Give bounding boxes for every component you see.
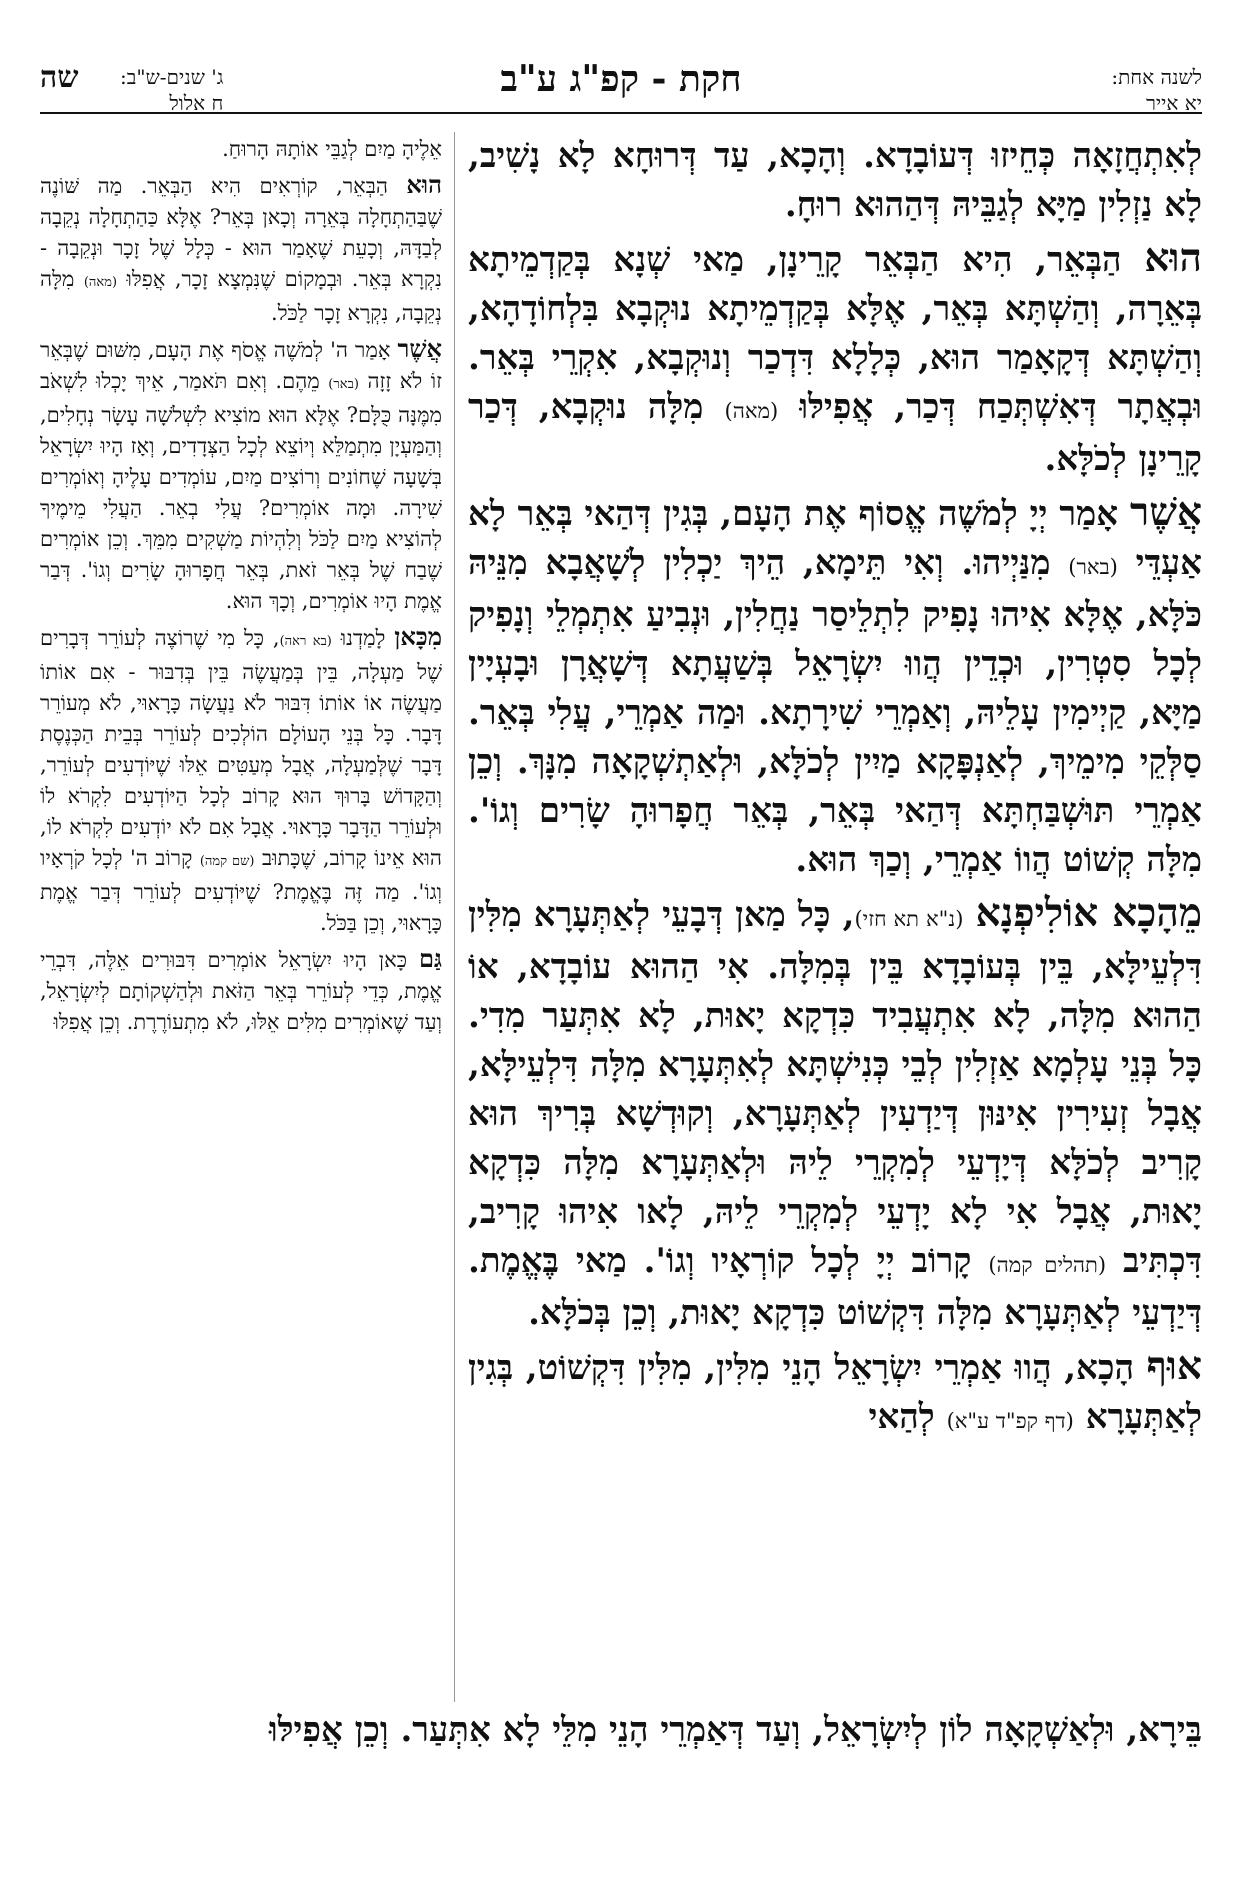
commentary-text: , כָּל מִי שֶׁרוֹצֶה לְעוֹרֵר דְּבָרִים שֶׁל מַעְלָה, בֵּין בְּמַעֲשֶׂה בֵּין בְּדִבּוּר - אִם אוֹתוֹ מַעֲשֶׂה אוֹ אוֹתוֹ דִּבּוּר לֹא נַעֲשָׂה כָּרָאוּי, לֹא מְעוֹרֵר דָּבָר. כָּל בְּנֵי הָעוֹלָם הוֹלְכִים לְעוֹרֵר בְּבֵית הַכְּנֶסֶת דָּבָר שֶׁלְּמַעְלָה, אֲבָל מְעַטִּים אֵלּוּ שֶׁיּוֹדְעִים לְעוֹרֵר, וְהַקָּדוֹשׁ בָּרוּךְ הוּא קָרוֹב לְכָל הַיּוֹדְעִים לִקְרֹא לוֹ וּלְעוֹרֵר הַדָּבָר כָּרָאוּי. אֲבָל אִם לֹא יוֹדְעִים לִקְרֹא לוֹ, הוּא אֵינוֹ קָרוֹב, שֶׁכָּתוּב bbox=[40, 626, 442, 870]
commentary-paragraph bbox=[40, 169, 442, 329]
reference-note: (בא ראה) bbox=[279, 634, 332, 649]
main-text: הַבְּאֵר, הִיא הַבְּאֵר קָרֵינָן, מַאי שְׁנָא בְּקַדְמֵיתָא בְּאֵרָה, וְהַשְׁתָּא בְּאֵר, אֶלָּא בְּקַדְמֵיתָא נוּקְבָא בִּלְחוֹדָהָא, וְהַשְׁתָּא דְּקָאָמַר הוּא, כְּלָלָא דִּדְכַר וְנוּקְבָא, אִקְרֵי בְּאֵר. וּבְאֲתָר דְּאִשְׁתְּכַח דְּכַר, אֲפִילּוּ bbox=[468, 240, 1202, 427]
main-text: הָכָא, הֲווּ אַמְרֵי יִשְׂרָאֵל הָנֵי מִלִּין, מִלִּין דִּקְשׁוֹט, בְּגִין לְאַתְּעָרָא bbox=[468, 1348, 1202, 1437]
commentary-text: מִלָּה נְקֵבָה, נִקְרָא זָכָר לַכֹּל. bbox=[40, 267, 442, 325]
main-text: לְהַאי bbox=[868, 1397, 935, 1437]
main-paragraph bbox=[468, 234, 1202, 484]
commentary-text: מֵהֶם. וְאִם תֹּאמַר, אֵיךְ יָכְלוּ לִשְׁאֹב מִמֶּנָּה כֻּלָּם? אֶלָּא הוּא מוֹצִיא לִשְׁלֹשָׁה עָשָׂר נְחָלִים, וְהַמַּעְיָן מִתְמַלֵּא וְיוֹצֵא לְכָל הַצְּדָדִים, וְאָז הָיוּ יִשְׂרָאֵל בְּשָׁעָה שֶׁחוֹנִים וְרוֹצִים מַיִם, עוֹמְדִים עָלֶיהָ וְאוֹמְרִים שִׁירָה. וּמָה אוֹמְרִים? עֲלִי בְאֵר. הַעֲלִי מֵימֶיךָ לְהוֹצִיא מַיִם לַכֹּל וְלִהְיוֹת מַשְׁקִים מִמֵּךְ. וְכֵן אוֹמְרִים שֶׁבַח שֶׁל בְּאֵר זֹאת, בְּאֵר חֲפָרוּהָ שָׂרִים וְגוֹ'. דְּבַר אֱמֶת הָיוּ אוֹמְרִים, וְכָךְ הוּא. bbox=[40, 369, 442, 613]
commentary-text: אָמַר ה' לְמֹשֶׁה אֱסֹף אֶת הָעָם, מִשּׁוּם שֶׁבְּאֵר זוֹ לֹא זָזָה bbox=[40, 338, 442, 393]
main-text: מִלָּה נוּקְבָא, דְּכַר קָרֵינָן לְכֹלָּא. bbox=[468, 387, 1202, 479]
reference-note: (באר) bbox=[328, 377, 359, 392]
reference-note: (מאה) bbox=[83, 275, 118, 290]
header-divider bbox=[40, 112, 1202, 114]
commentary-text: אֵלֶיהָ מַיִם לְגַבֵּי אוֹתָהּ הָרוּחַ. bbox=[222, 137, 442, 161]
main-text: קָרוֹב יְיָ לְכָל קוֹרְאָיו וְגוֹ'. מַאי בֶּאֱמֶת. דְּיַדְעֵי לְאַתְּעָרָא מִלָּה דִּקְשׁוֹט כִּדְקָא יָאוּת, וְכֵן בְּכֹלָּא. bbox=[468, 1241, 1202, 1333]
main-text: לְאִתְחֲזָאָה כְּחֵיזוּ דְּעוֹבָדָא. וְהָכָא, עַד דְּרוּחָא לָא נָשִׁיב, לָא נַזְלִין מַיָּא לְגַבֵּיהּ דְּהַהוּא רוּחָ. bbox=[468, 136, 1202, 225]
lead-word: מֵהָכָא אוֹלִיפְנָא bbox=[975, 890, 1202, 936]
main-text: מִנַּיְיהוּ. וְאִי תֵּימָא, הֵיךְ יַכְלִין לְשָׁאֲבָא מִנֵּיהּ כֹּלָּא, אֶלָּא אִיהוּ נָפִיק לִתְלֵיסַר נַחֲלִין, וּנְבִיעַ אִתְמְלֵי וְנָפִיק לְכָל סִטְרִין, וּכְדֵין הֲווּ יִשְׂרָאֵל בְּשַׁעֲתָא דְּשָׁאֲרָן וּבָעְיָין מַיָּא, קַיְימִין עָלֵיהּ, וְאַמְרֵי שִׁירָתָא. וּמַה אַמְרֵי, עֲלִי בְּאֵר. סַלְּקֵי מִימֵיךְ, לְאַנְפָּקָא מַיִין לְכֹלָּא, וּלְאַתְשְׁקָאָה מִנָּךְ. וְכֵן אַמְרֵי תּוּשְׁבַּחְתָּא דְּהַאי בְּאֵר, בְּאֵר חֲפָרוּהָ שָׂרִים וְגוֹ'. מִלָּה קְשׁוֹט הֲווֹ אַמְרֵי, וְכַךְ הוּא. bbox=[468, 543, 1202, 880]
page-number: שה bbox=[40, 60, 79, 95]
header-schedule-label-2: ג' שנים-ש"ב: bbox=[120, 65, 224, 89]
header-schedule-date-2: ח אלול bbox=[169, 91, 224, 115]
header-schedule-date: יא אייר bbox=[1146, 91, 1202, 115]
main-paragraph bbox=[468, 889, 1202, 1338]
commentary-paragraph bbox=[40, 621, 442, 939]
header-schedule-label: לשנה אחת: bbox=[1111, 65, 1202, 89]
column-divider bbox=[454, 132, 455, 1702]
commentary-paragraph bbox=[40, 134, 442, 165]
reference-note: (תהלים קמה) bbox=[988, 1252, 1107, 1277]
page-header bbox=[40, 58, 1202, 118]
commentary-text: קָרוֹב ה' לְכָל קֹרְאָיו וְגוֹ'. מַה זֶּה בֶּאֱמֶת? שֶׁיּוֹדְעִים לְעוֹרֵר דְּבַר אֱמֶת כָּרָאוּי, וְכֵן בַּכֹּל. bbox=[40, 846, 442, 935]
commentary-text: הַבְּאֵר, קוֹרְאִים הִיא הַבְּאֵר. מַה שּׁוֹנֶה שֶׁבַּהַתְחָלָה בְּאֵרָה וְכָאן בְּאֵר? אֶלָּא כַּהַתְחָלָה נְקֵבָה לְבַדָּהּ, וְכָעֵת שֶׁאָמַר הוּא - כְּלָל שֶׁל זָכָר וּנְקֵבָה - נִקְרָא בְּאֵר. וּבְמָקוֹם שֶׁנִּמְצָא זָכָר, אֲפִלּוּ bbox=[40, 174, 442, 291]
lead-word: הוּא bbox=[406, 170, 442, 199]
lead-word: גַּם bbox=[418, 944, 442, 973]
commentary-text: כָּאן הָיוּ יִשְׂרָאֵל אוֹמְרִים דִּבּוּרִים אֵלֶּה, דִּבְרֵי אֱמֶת, כְּדֵי לְעוֹרֵר בְּאֵר הַזֹּאת וּלְהַשְׁקוֹתָם לְיִשְׂרָאֵל, וְעַד שֶׁאוֹמְרִים מִלִּים אֵלּוּ, לֹא מִתְעוֹרֶרֶת. וְכֵן אֲפִלּוּ bbox=[40, 948, 442, 1034]
main-text: אָמַר יְיָ לְמֹשֶׁה אֱסוֹף אֶת הָעָם, בְּגִין דְּהַאי בְּאֵר לָא אַעְדֵּי bbox=[468, 494, 1202, 583]
bottom-full-width-line: בֵּירָא, וּלְאַשְׁקָאָה לוֹן לְיִשְׂרָאֵל, וְעַד דְּאַמְרֵי הָנֵי מִלֵּי לָא אִתְּעַר. וְכֵן אֲפִילּוּ bbox=[268, 1710, 1202, 1750]
lead-word: אוּף bbox=[1146, 1343, 1202, 1389]
lead-word: מִכָּאן bbox=[394, 622, 442, 651]
reference-note: (מאה) bbox=[724, 398, 779, 423]
reference-note: (דף קפ"ד ע"א) bbox=[946, 1408, 1074, 1433]
reference-note: (שם קמה) bbox=[199, 854, 255, 869]
commentary-text: לָמַדְנוּ bbox=[340, 626, 386, 650]
main-text-column bbox=[468, 132, 1202, 1702]
commentary-column bbox=[40, 134, 442, 1704]
reference-note: (באר) bbox=[1068, 554, 1118, 579]
lead-word: הוּא bbox=[1144, 235, 1202, 281]
main-paragraph bbox=[468, 132, 1202, 230]
main-paragraph bbox=[468, 488, 1202, 885]
main-paragraph bbox=[468, 1342, 1202, 1445]
main-text: , כָּל מַאן דְּבָעֵי לְאַתְּעָרָא מִלִּין דִּלְעֵילָּא, בֵּין בְּעוֹבָדָא בֵּין בְּמִלָּה. אִי הַהוּא עוֹבָדָא, אוֹ הַהוּא מִלָּה, לָא אִתְעֲבִיד כִּדְקָא יָאוּת, לָא אִתְּעַר מִדִי. כָּל בְּנֵי עָלְמָא אַזְלִין לְבֵי כְּנִישְׁתָּא לְאִתְּעָרָא מִלָּה דִּלְעֵילָּא, אֲבָל זְעִירִין אִינּוּן דְּיַדְעִין לְאַתְּעָרָא, וְקוּדְשָׁא בְּרִיךְ הוּא קָרִיב לְכֹלָּא דְּיָדְעֵי לְמִקְרֵי לֵיהּ וּלְאַתְּעָרָא מִלָּה כִּדְקָא יָאוּת, אֲבָל אִי לָא יָדְעֵי לְמִקְרֵי לֵיהּ, לָאו אִיהוּ קָרִיב, דִּכְתִּיב bbox=[468, 895, 1202, 1281]
lead-word: אֲשֶׁר bbox=[1130, 489, 1202, 535]
commentary-paragraph bbox=[40, 333, 442, 617]
header-schedule-three-years bbox=[120, 64, 223, 116]
page-title: חקת - קפ"ג ע"ב bbox=[500, 58, 742, 100]
lead-word: אֲשֶׁר bbox=[397, 334, 442, 363]
reference-note: (נ"א תא חזי) bbox=[854, 906, 964, 931]
commentary-paragraph bbox=[40, 943, 442, 1038]
